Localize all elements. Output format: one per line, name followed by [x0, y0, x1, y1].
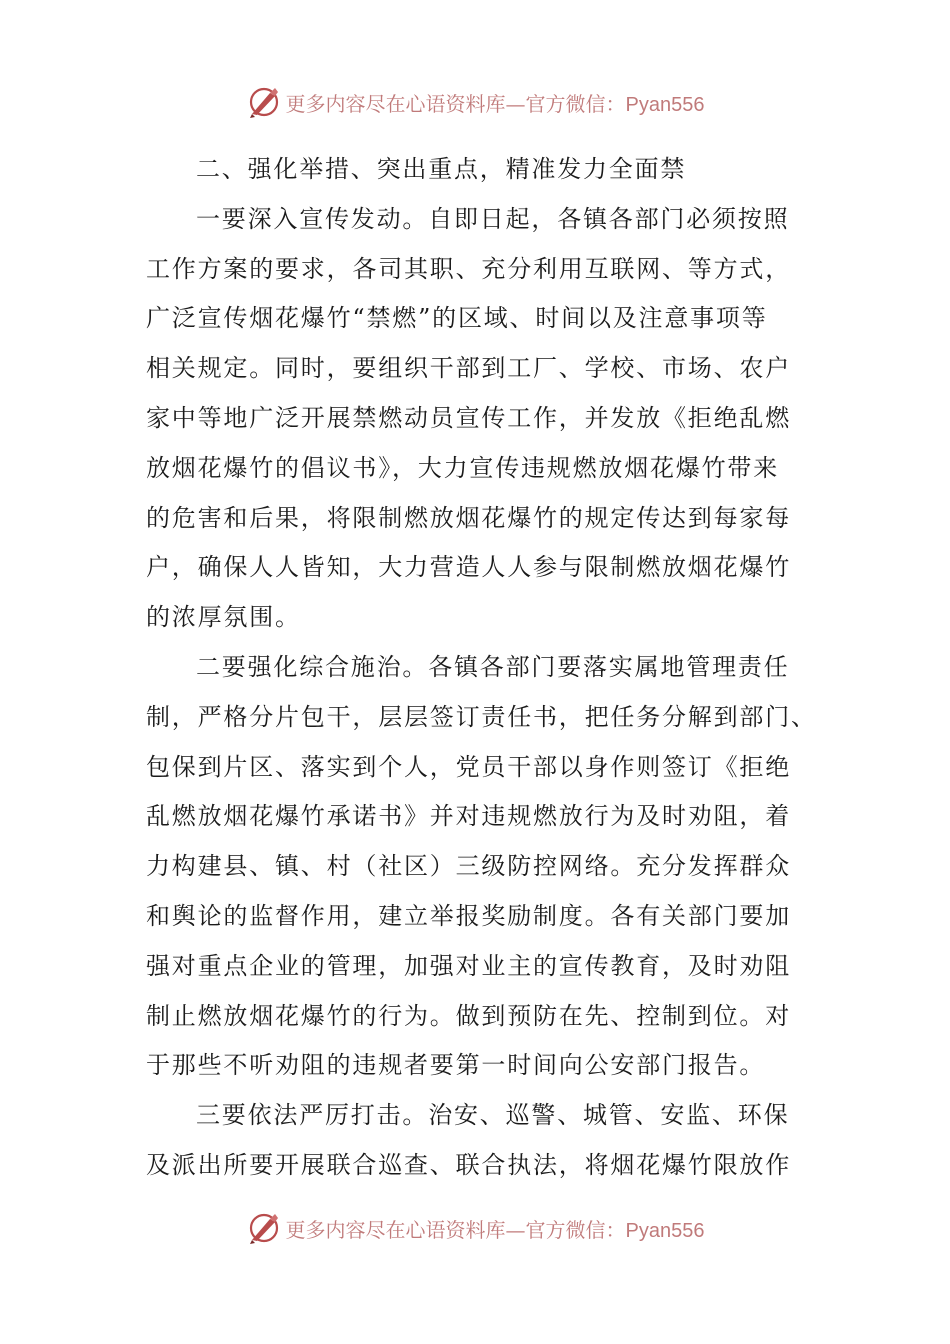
- text-line: 家中等地广泛开展禁燃动员宣传工作，并发放《拒绝乱燃: [146, 403, 791, 432]
- text-line: 二、强化举措、突出重点，精准发力全面禁: [196, 155, 687, 183]
- footer-watermark-banner: [0, 1208, 950, 1248]
- pen-logo-icon: [246, 1210, 282, 1246]
- header-watermark-banner: [0, 82, 950, 122]
- wechat-id: Pyan556: [625, 1219, 705, 1242]
- text-line: 于那些不听劝阻的违规者要第一时间向公安部门报告。: [146, 1051, 766, 1080]
- text-line: 广泛宣传烟花爆竹“禁燃”的区域、时间以及注意事项等: [146, 304, 768, 333]
- text-line: 相关规定。同时，要组织干部到工厂、学校、市场、农户: [146, 354, 791, 383]
- text-line: 工作方案的要求，各司其职、充分利用互联网、等方式，: [146, 254, 791, 283]
- text-line: 及派出所要开展联合巡查、联合执法，将烟花爆竹限放作: [146, 1150, 791, 1179]
- text-line: 一要深入宣传发动。自即日起，各镇各部门必须按照: [196, 204, 790, 233]
- text-line: 力构建县、镇、村（社区）三级防控网络。充分发挥群众: [146, 852, 791, 881]
- text-line: 强对重点企业的管理，加强对业主的宣传教育，及时劝阻: [146, 951, 791, 980]
- text-line: 二要强化综合施治。各镇各部门要落实属地管理责任: [196, 652, 790, 681]
- watermark-text: 更多内容尽在心语资料库—官方微信：Pyan556: [285, 1217, 705, 1242]
- text-line: 和舆论的监督作用，建立举报奖励制度。各有关部门要加: [146, 901, 791, 930]
- text-line: 放烟花爆竹的倡议书》，大力宣传违规燃放烟花爆竹带来: [146, 453, 779, 482]
- text-line: 三要依法严厉打击。治安、巡警、城管、安监、环保: [196, 1101, 790, 1130]
- text-line: 的浓厚氛围。: [146, 603, 301, 632]
- text-line: 的危害和后果，将限制燃放烟花爆竹的规定传达到每家每: [146, 503, 791, 532]
- pen-logo-icon: [246, 84, 282, 120]
- text-line: 制，严格分片包干，层层签订责任书，把任务分解到部门、: [146, 702, 817, 731]
- document-body: [146, 145, 817, 1191]
- wechat-id: Pyan556: [625, 93, 705, 116]
- text-line: 户，确保人人皆知，大力营造人人参与限制燃放烟花爆竹: [146, 553, 791, 582]
- text-line: 乱燃放烟花爆竹承诺书》并对违规燃放行为及时劝阻，着: [146, 802, 791, 831]
- watermark-text: 更多内容尽在心语资料库—官方微信：Pyan556: [285, 91, 705, 116]
- text-line: 制止燃放烟花爆竹的行为。做到预防在先、控制到位。对: [146, 1001, 791, 1030]
- text-line: 包保到片区、落实到个人，党员干部以身作则签订《拒绝: [146, 752, 791, 781]
